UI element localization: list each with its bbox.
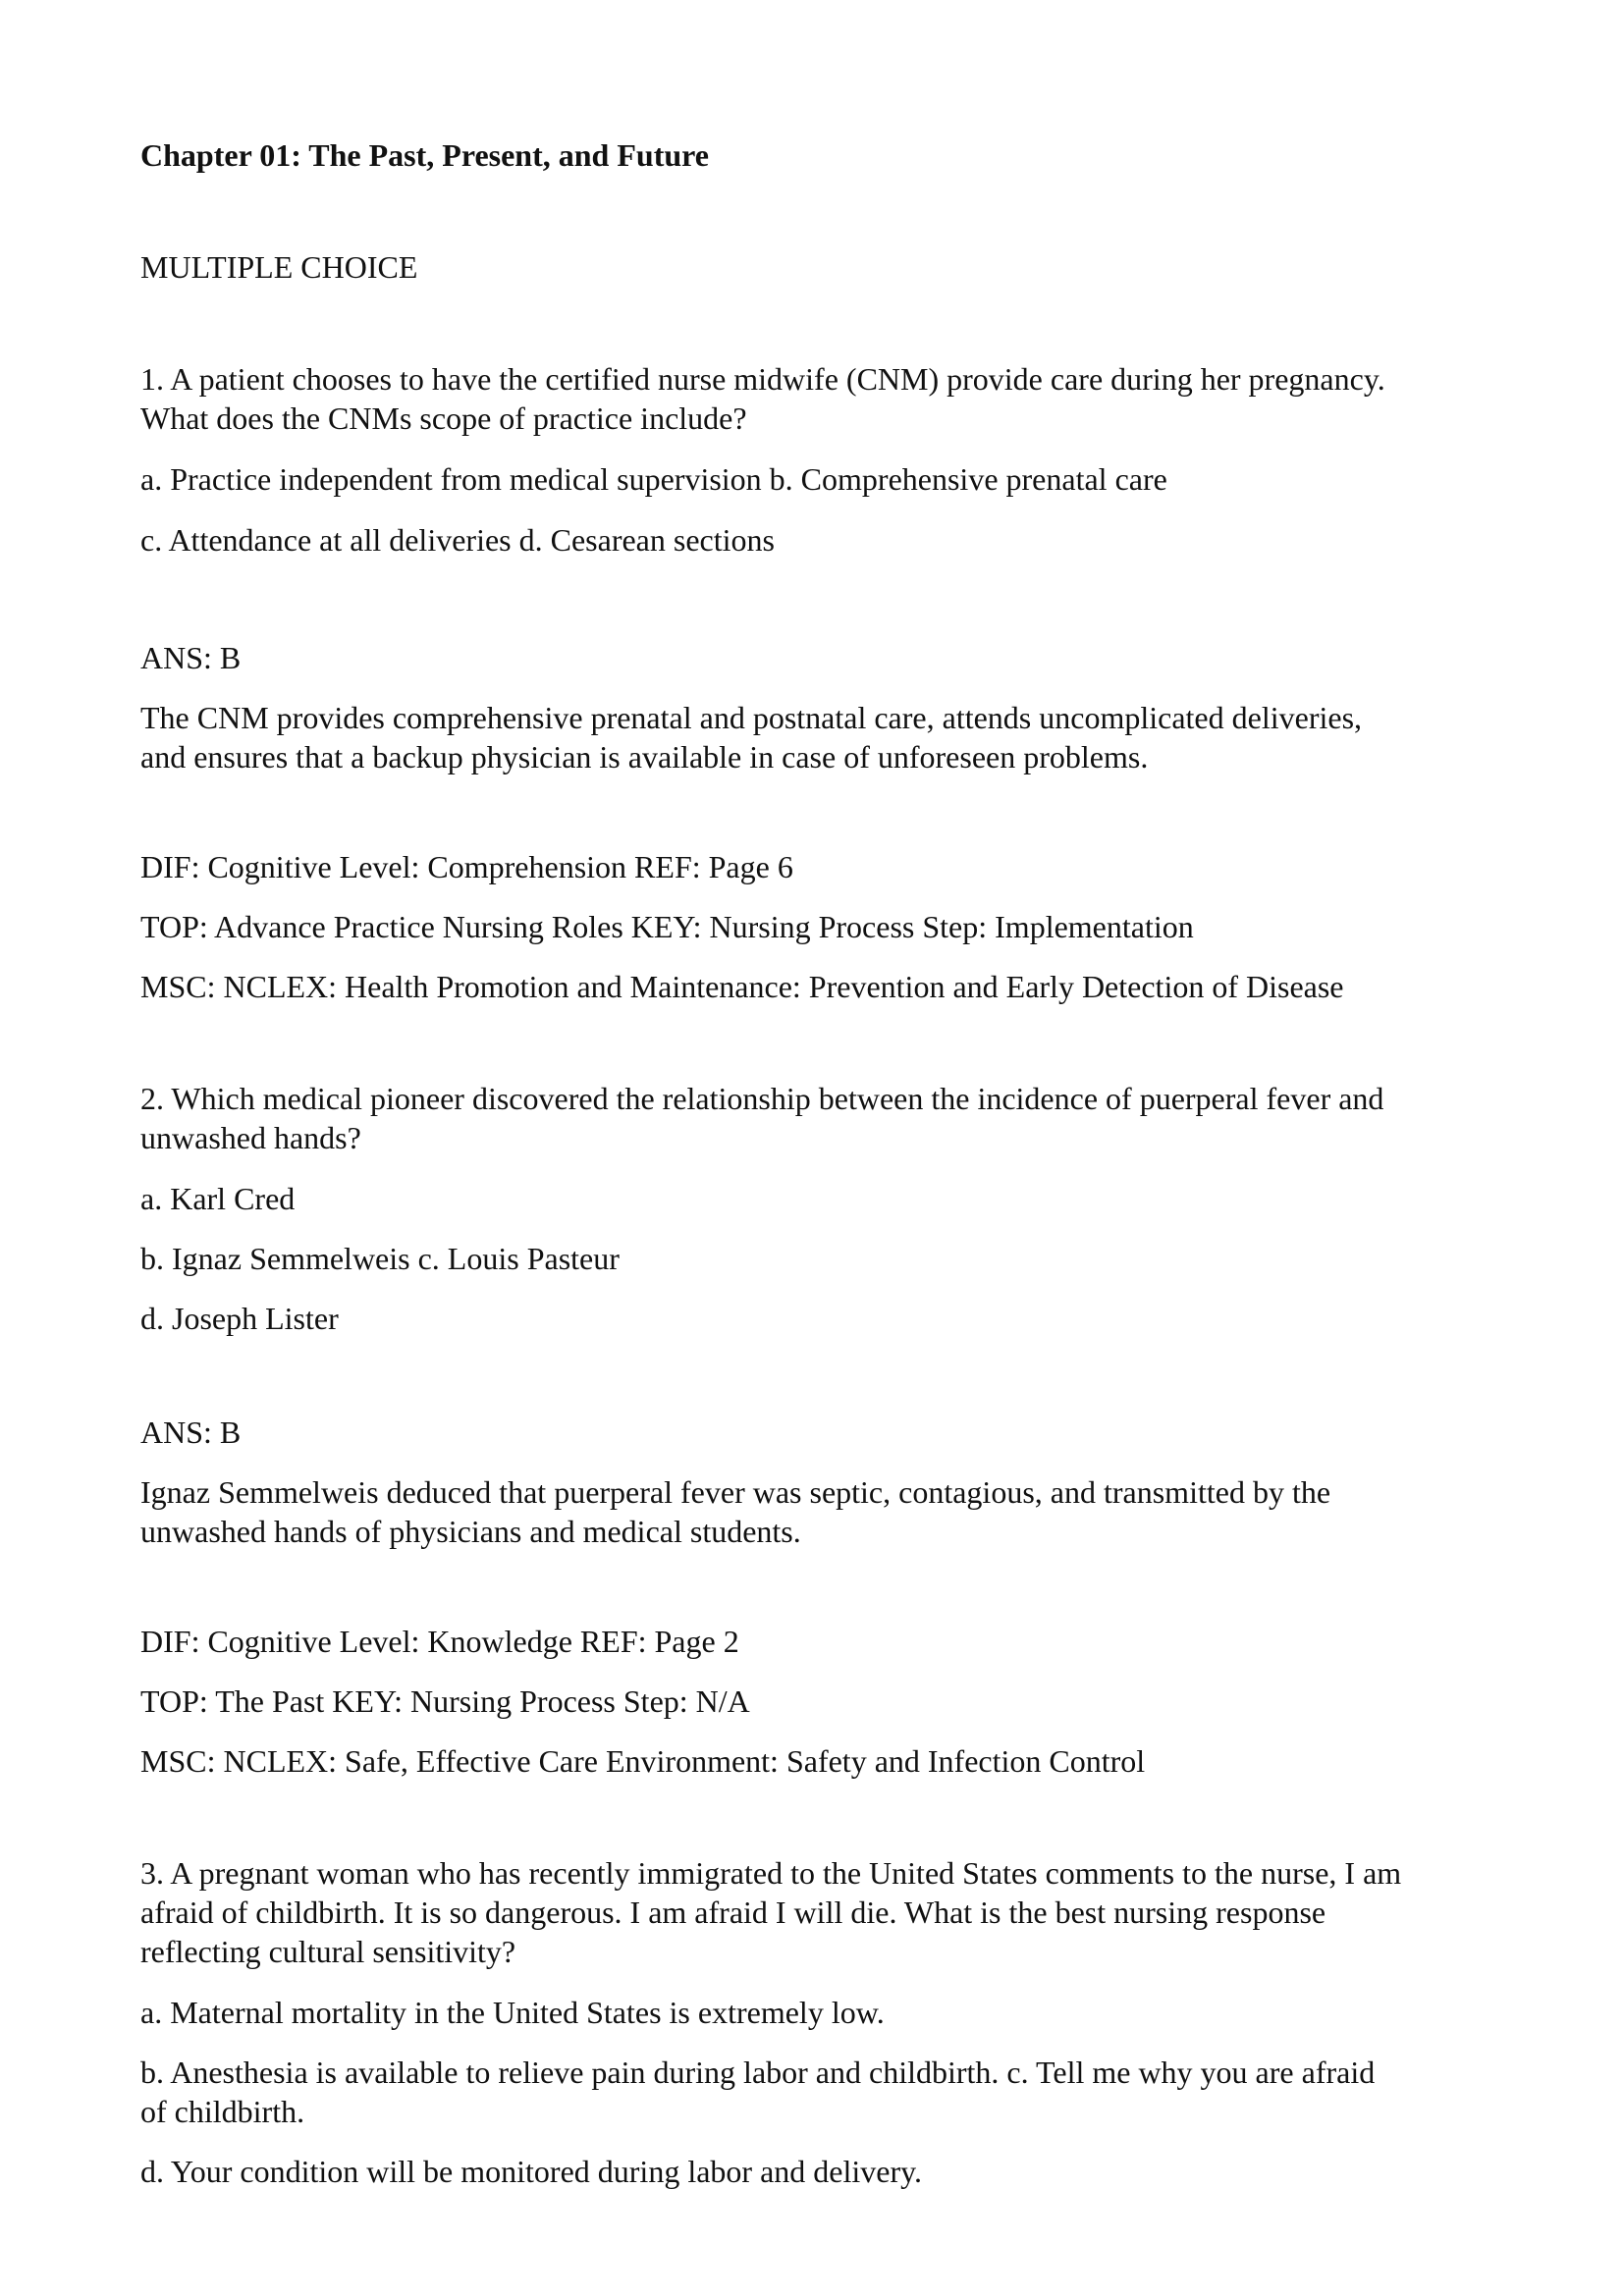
question-3-option-line-4: d. Your condition will be monitored during labor and delivery. [140,2154,923,2189]
question-1-stem-line-1: 1. A patient chooses to have the certified nurse midwife (CNM) provide care during her pregnancy. [140,361,1385,397]
question-1-rationale-line-1: The CNM provides comprehensive prenatal and postnatal care, attends uncomplicated deliveries, [140,700,1363,735]
question-3-option-line-2: b. Anesthesia is available to relieve pain during labor and childbirth. c. Tell me why you are afraid [140,2055,1376,2090]
question-2-option-line-1: a. Karl Cred [140,1181,296,1216]
question-2-stem-line-1: 2. Which medical pioneer discovered the relationship between the incidence of puerperal fever and [140,1081,1384,1116]
question-2-dif: DIF: Cognitive Level: Knowledge REF: Page 2 [140,1624,739,1659]
question-3-stem-line-3: reflecting cultural sensitivity? [140,1934,516,1969]
question-1-answer: ANS: B [140,640,242,675]
question-2-rationale-line-1: Ignaz Semmelweis deduced that puerperal fever was septic, contagious, and transmitted by the [140,1474,1331,1510]
question-3-stem-line-2: afraid of childbirth. It is so dangerous. I am afraid I will die. What is the best nursing response [140,1895,1326,1930]
question-2-option-line-3: d. Joseph Lister [140,1301,339,1336]
chapter-title: Chapter 01: The Past, Present, and Future [140,137,709,173]
question-2-msc: MSC: NCLEX: Safe, Effective Care Environment: Safety and Infection Control [140,1743,1146,1779]
question-2-stem-line-2: unwashed hands? [140,1120,361,1155]
question-2-option-line-2: b. Ignaz Semmelweis c. Louis Pasteur [140,1241,620,1276]
question-2-answer: ANS: B [140,1415,242,1450]
question-3-stem-line-1: 3. A pregnant woman who has recently immigrated to the United States comments to the nurse, I am [140,1855,1402,1891]
question-1-option-line-2: c. Attendance at all deliveries d. Cesarean sections [140,522,775,558]
section-heading: MULTIPLE CHOICE [140,249,418,285]
question-1-rationale-line-2: and ensures that a backup physician is available in case of unforeseen problems. [140,739,1149,774]
question-3-option-line-1: a. Maternal mortality in the United States is extremely low. [140,1995,885,2030]
question-1-stem-line-2: What does the CNMs scope of practice include? [140,400,747,436]
question-3-option-line-3: of childbirth. [140,2094,305,2129]
question-1-dif: DIF: Cognitive Level: Comprehension REF: Page 6 [140,849,793,884]
question-2-rationale-line-2: unwashed hands of physicians and medical students. [140,1514,801,1549]
question-1-option-line-1: a. Practice independent from medical supervision b. Comprehensive prenatal care [140,461,1167,497]
question-1-top: TOP: Advance Practice Nursing Roles KEY: Nursing Process Step: Implementation [140,909,1194,944]
question-1-msc: MSC: NCLEX: Health Promotion and Maintenance: Prevention and Early Detection of Disease [140,969,1344,1004]
question-2-top: TOP: The Past KEY: Nursing Process Step: N/A [140,1683,750,1719]
